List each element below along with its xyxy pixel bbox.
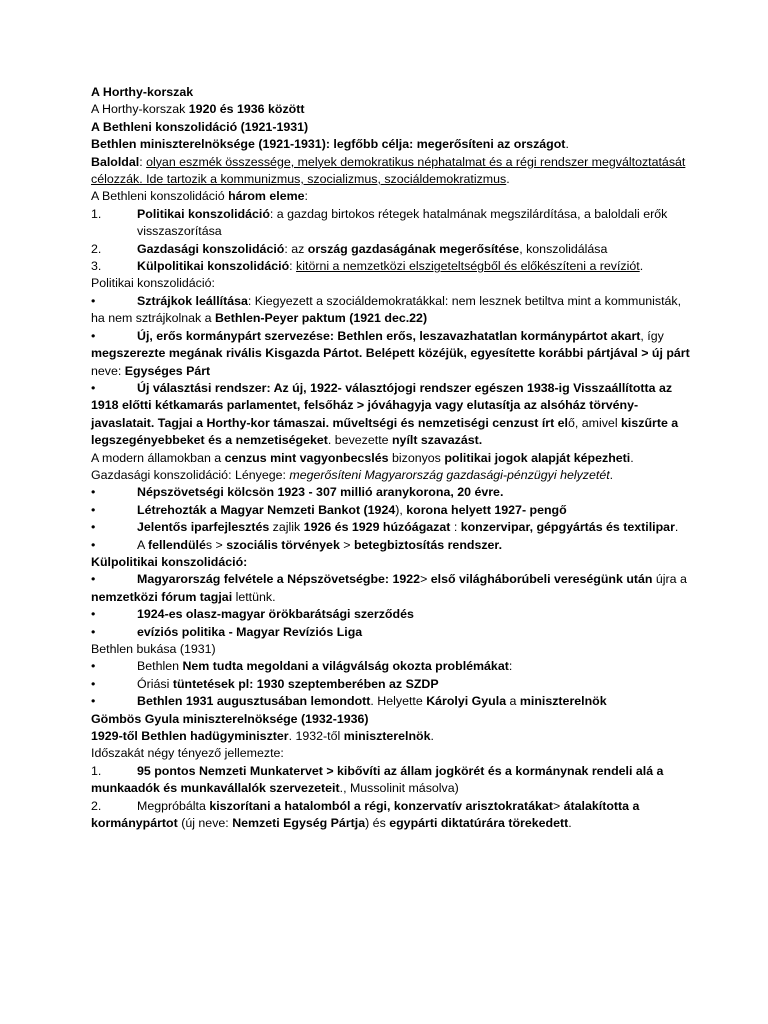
document-page — [91, 84, 691, 832]
doc-title: A Horthy-korszak — [91, 85, 194, 99]
bethlen-heading: A Bethleni konszolidáció (1921-1931) — [91, 119, 309, 134]
list-item: • Létrehozták a Magyar Nemzeti Bankot (1924), korona helyett 1927- pengő — [91, 502, 567, 517]
list-item: 3. Külpolitikai konszolidáció: kitörni a nemzetközi elszigeteltségből és előkészíteni a revíziót. — [91, 259, 644, 274]
list-item: • Sztrájkok leállítása: Kiegyezett a szociáldemokratákkal: nem lesznek betiltva mint a kommunisták, ha nem sztrájkolnak a Bethlen-Peyer paktum (1921 dec.22) — [91, 293, 682, 326]
three-elements-line: A Bethleni konszolidáció három eleme: — [91, 189, 308, 204]
list-item: • evíziós politika - Magyar Revíziós Liga — [91, 624, 363, 639]
list-item: • Magyarország felvétele a Népszövetségbe: 1922> első világháborúbeli vereségünk után újra a nemzetközi fórum tagjai lettünk. — [91, 572, 687, 604]
list-item: • Bethlen 1931 augusztusában lemondott. Helyette Károlyi Gyula a miniszterelnök — [91, 694, 607, 709]
gaz-section-title: Gazdasági konszolidáció: Lényege: megerősíteni Magyarország gazdasági-pénzügyi helyzetét. — [91, 467, 614, 482]
fall-section-title: Bethlen bukása (1931) — [91, 642, 216, 656]
modern-states-line: A modern államokban a cenzus mint vagyonbecslés bizonyos politikai jogok alapját képezheti. — [91, 450, 634, 465]
kul-section-title: Külpolitikai konszolidáció: — [91, 554, 248, 569]
list-item: • Népszövetségi kölcsön 1923 - 307 millió aranykorona, 20 évre. — [91, 485, 504, 500]
list-item: • Jelentős iparfejlesztés zajlik 1926 és 1929 húzóágazat : konzervipar, gépgyártás és textilipar. — [91, 520, 679, 535]
gombos-line-2: Időszakát négy tényező jellemezte: — [91, 746, 284, 761]
baloldal-definition: Baloldal: olyan eszmék összessége, melyek demokratikus néphatalmat és a régi rendszer megváltoztatását célozzák. Ide tartozik a kommunizmus, szocializmus, szociáldemokratizmus. — [91, 154, 686, 187]
gombos-line-1: 1929-től Bethlen hadügyminiszter. 1932-től miniszterelnök. — [91, 729, 434, 744]
list-item: • A fellendülés > szociális törvények > betegbiztosítás rendszer. — [91, 537, 503, 552]
period-line: A Horthy-korszak 1920 és 1936 között — [91, 102, 305, 117]
list-item: • Bethlen Nem tudta megoldani a világválság okozta problémákat: — [91, 659, 513, 674]
bethlen-pm-line: Bethlen miniszterelnöksége (1921-1931): legfőbb célja: megerősíteni az országot. — [91, 137, 569, 152]
list-item: 1. 95 pontos Nemzeti Munkatervet > kibővíti az állam jogkörét és a kormánynak rendeli alá a munkaadók és munkavállalók szervezeteit., Mussolinit másolva) — [91, 763, 664, 796]
list-item: 1. Politikai konszolidáció: a gazdag birtokos rétegek hatalmának megszilárdítása, a baloldali erők visszaszorítása — [91, 206, 668, 239]
list-item: 2. Megpróbálta kiszorítani a hatalomból a régi, konzervatív arisztokratákat> átalakította a kormánypártot (új neve: Nemzeti Egység Pártja) és egypárti diktatúrára törekedett. — [91, 798, 640, 831]
list-item: • Új választási rendszer: Az új, 1922- választójogi rendszer egészen 1938-ig Visszaállította az 1918 előtti kétkamarás parlamentet, felsőház > jóváhagyja vagy elutasítja az alsóház törvény-javaslatait. Tagjai a Horthy-kor támaszai. műveltségi és nemzetiségi cenzust írt elő, amivel kiszűrte a legszegényebbeket és a nemzetiségeket. bevezette nyílt szavazást. — [91, 380, 679, 448]
pol-section-title: Politikai konszolidáció: — [91, 276, 215, 291]
gombos-section-title: Gömbös Gyula miniszterelnöksége (1932-1936) — [91, 711, 369, 726]
list-item: 2. Gazdasági konszolidáció: az ország gazdaságának megerősítése, konszolidálása — [91, 241, 608, 256]
list-item: • 1924-es olasz-magyar örökbarátsági szerződés — [91, 607, 414, 622]
list-item: • Új, erős kormánypárt szervezése: Bethlen erős, leszavazhatatlan kormánypártot akart, így megszerezte megának rivális Kisgazda Pártot. Belépett közéjük, egyesítette korábbi pártjával > új párt neve: Egységes Párt — [91, 328, 690, 378]
list-item: • Óriási tüntetések pl: 1930 szeptemberében az SZDP — [91, 676, 439, 691]
